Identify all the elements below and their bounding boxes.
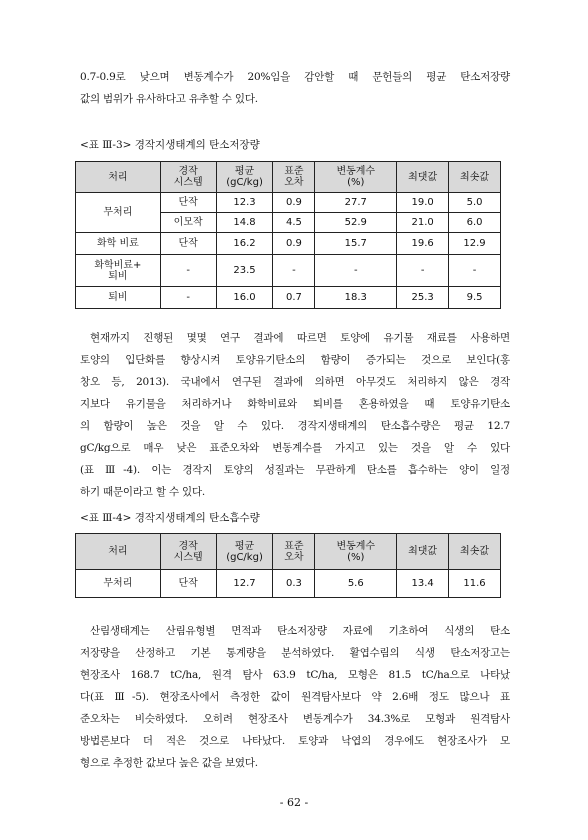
table-cell: 52.9 bbox=[315, 213, 397, 233]
table-cell: - bbox=[315, 255, 397, 287]
table-row bbox=[76, 287, 501, 309]
text-line: 값의 범위가 유사하다고 유추할 수 있다. bbox=[80, 93, 258, 105]
table-cell: - bbox=[273, 255, 315, 287]
header-cell: 표준 오차 bbox=[273, 162, 315, 193]
table-cell: 6.0 bbox=[449, 213, 501, 233]
text-line: 창오 등, 2013). 국내에서 연구된 결과에 의하면 아무것도 처리하지 않은 경작 bbox=[80, 376, 510, 388]
table-row bbox=[76, 570, 501, 598]
table-cell: - bbox=[397, 255, 449, 287]
header-cell: 최댓값 bbox=[397, 534, 449, 570]
table-row bbox=[76, 193, 501, 213]
table-cell: - bbox=[449, 255, 501, 287]
text-line: 방법론보다 더 적은 것으로 나타났다. 토양과 낙엽의 경우에도 현장조사가 모 bbox=[80, 735, 510, 747]
table-cell: 0.7 bbox=[273, 287, 315, 309]
table-cell: 15.7 bbox=[315, 233, 397, 255]
table-cell: 단작 bbox=[160, 193, 216, 213]
text-line: 준오차는 비슷하였다. 오히려 현장조사 변동계수가 34.3%로 모형과 원격탐사 bbox=[80, 713, 510, 725]
header-cell: 평균 (gC/kg) bbox=[216, 534, 273, 570]
table-cell: 12.9 bbox=[449, 233, 501, 255]
table-cell: 23.5 bbox=[216, 255, 273, 287]
table-cell: 단작 bbox=[160, 233, 216, 255]
table-header-row bbox=[76, 534, 501, 570]
table-cell: 0.3 bbox=[273, 570, 315, 598]
text-line: 의 함량이 높은 것을 알 수 있다. 경작지생태계의 탄소흡수량은 평균 12.7 bbox=[80, 420, 510, 432]
text-line: 다(표 Ⅲ-5). 현장조사에서 측정한 값이 원격탐사보다 약 2.6배 정도 많으나 표 bbox=[80, 691, 510, 703]
table-cell: 0.9 bbox=[273, 233, 315, 255]
table-cell: 19.0 bbox=[397, 193, 449, 213]
paragraph-3 bbox=[80, 620, 510, 774]
carbon-storage-table bbox=[75, 161, 501, 309]
text-line: gC/kg으로 매우 낮은 표준오차와 변동계수를 가지고 있는 것을 알 수 있다 bbox=[80, 442, 510, 454]
header-cell: 경작 시스템 bbox=[160, 162, 216, 193]
page-number: - 62 - bbox=[279, 796, 309, 809]
text-line: 현장조사 168.7 tC/ha, 원격 탐사 63.9 tC/ha, 모형은 81.5 tC/ha으로 나타났 bbox=[80, 669, 510, 681]
table-cell: 16.2 bbox=[216, 233, 273, 255]
text-line: 지보다 유기물을 처리하거나 화학비료와 퇴비를 혼용하였을 때 토양유기탄소 bbox=[80, 398, 510, 410]
header-cell: 처리 bbox=[76, 162, 161, 193]
table-cell: 12.3 bbox=[216, 193, 273, 213]
header-cell: 최댓값 bbox=[397, 162, 449, 193]
table-cell: 25.3 bbox=[397, 287, 449, 309]
table-caption: <표 Ⅲ-3> 경작지생태계의 탄소저장량 bbox=[80, 139, 260, 151]
table-row bbox=[76, 233, 501, 255]
header-cell: 표준 오차 bbox=[273, 534, 315, 570]
treatment-cell: 화학 비료 bbox=[76, 233, 161, 255]
text-line: 현재까지 진행된 몇몇 연구 결과에 따르면 토양에 유기물 재료를 사용하면 bbox=[90, 332, 510, 344]
table-cell: 18.3 bbox=[315, 287, 397, 309]
text-line: 0.7-0.9로 낮으며 변동계수가 20%임을 감안할 때 문헌들의 평균 탄소저장량 bbox=[80, 71, 510, 83]
table-cell: 16.0 bbox=[216, 287, 273, 309]
treatment-cell: 무처리 bbox=[76, 193, 161, 233]
header-cell: 최솟값 bbox=[449, 534, 501, 570]
table-cell: 27.7 bbox=[315, 193, 397, 213]
table-row bbox=[76, 255, 501, 287]
table-cell: 19.6 bbox=[397, 233, 449, 255]
table-cell: - bbox=[160, 287, 216, 309]
table-cell: 21.0 bbox=[397, 213, 449, 233]
table-cell: 이모작 bbox=[160, 213, 216, 233]
text-line: 토양의 입단화를 향상시켜 토양유기탄소의 함량이 증가되는 것으로 보인다(홍 bbox=[80, 354, 510, 366]
paragraph-2 bbox=[80, 327, 510, 503]
text-line: 형으로 추정한 값보다 높은 값을 보였다. bbox=[80, 757, 258, 769]
table-cell: - bbox=[160, 255, 216, 287]
header-cell: 평균 (gC/kg) bbox=[216, 162, 273, 193]
text-line: 저장량을 산정하고 기본 통계량을 분석하였다. 활엽수림의 식생 탄소저장고는 bbox=[80, 647, 510, 659]
paragraph-1 bbox=[80, 66, 510, 110]
table-cell: 12.7 bbox=[216, 570, 273, 598]
table-cell: 4.5 bbox=[273, 213, 315, 233]
treatment-cell: 무처리 bbox=[76, 570, 161, 598]
treatment-cell: 퇴비 bbox=[76, 287, 161, 309]
treatment-cell: 화학비료+ 퇴비 bbox=[76, 255, 161, 287]
text-line: 하기 때문이라고 할 수 있다. bbox=[80, 486, 206, 498]
header-cell: 변동계수 (%) bbox=[315, 534, 397, 570]
table-header-row bbox=[76, 162, 501, 193]
table-cell: 0.9 bbox=[273, 193, 315, 213]
table-cell: 9.5 bbox=[449, 287, 501, 309]
header-cell: 변동계수 (%) bbox=[315, 162, 397, 193]
header-cell: 최솟값 bbox=[449, 162, 501, 193]
table-cell: 11.6 bbox=[449, 570, 501, 598]
text-line: 산림생태계는 산림유형별 면적과 탄소저장량 자료에 기초하여 식생의 탄소 bbox=[90, 625, 510, 637]
table-cell: 5.6 bbox=[315, 570, 397, 598]
header-cell: 경작 시스템 bbox=[160, 534, 216, 570]
table-cell: 14.8 bbox=[216, 213, 273, 233]
table-cell: 13.4 bbox=[397, 570, 449, 598]
header-cell: 처리 bbox=[76, 534, 161, 570]
table-cell: 5.0 bbox=[449, 193, 501, 213]
carbon-absorption-table bbox=[75, 533, 501, 598]
text-line: (표 Ⅲ-4). 이는 경작지 토양의 성질과는 무관하게 탄소를 흡수하는 양이 일정 bbox=[80, 464, 510, 476]
table-cell: 단작 bbox=[160, 570, 216, 598]
table-caption: <표 Ⅲ-4> 경작지생태계의 탄소흡수량 bbox=[80, 512, 260, 524]
